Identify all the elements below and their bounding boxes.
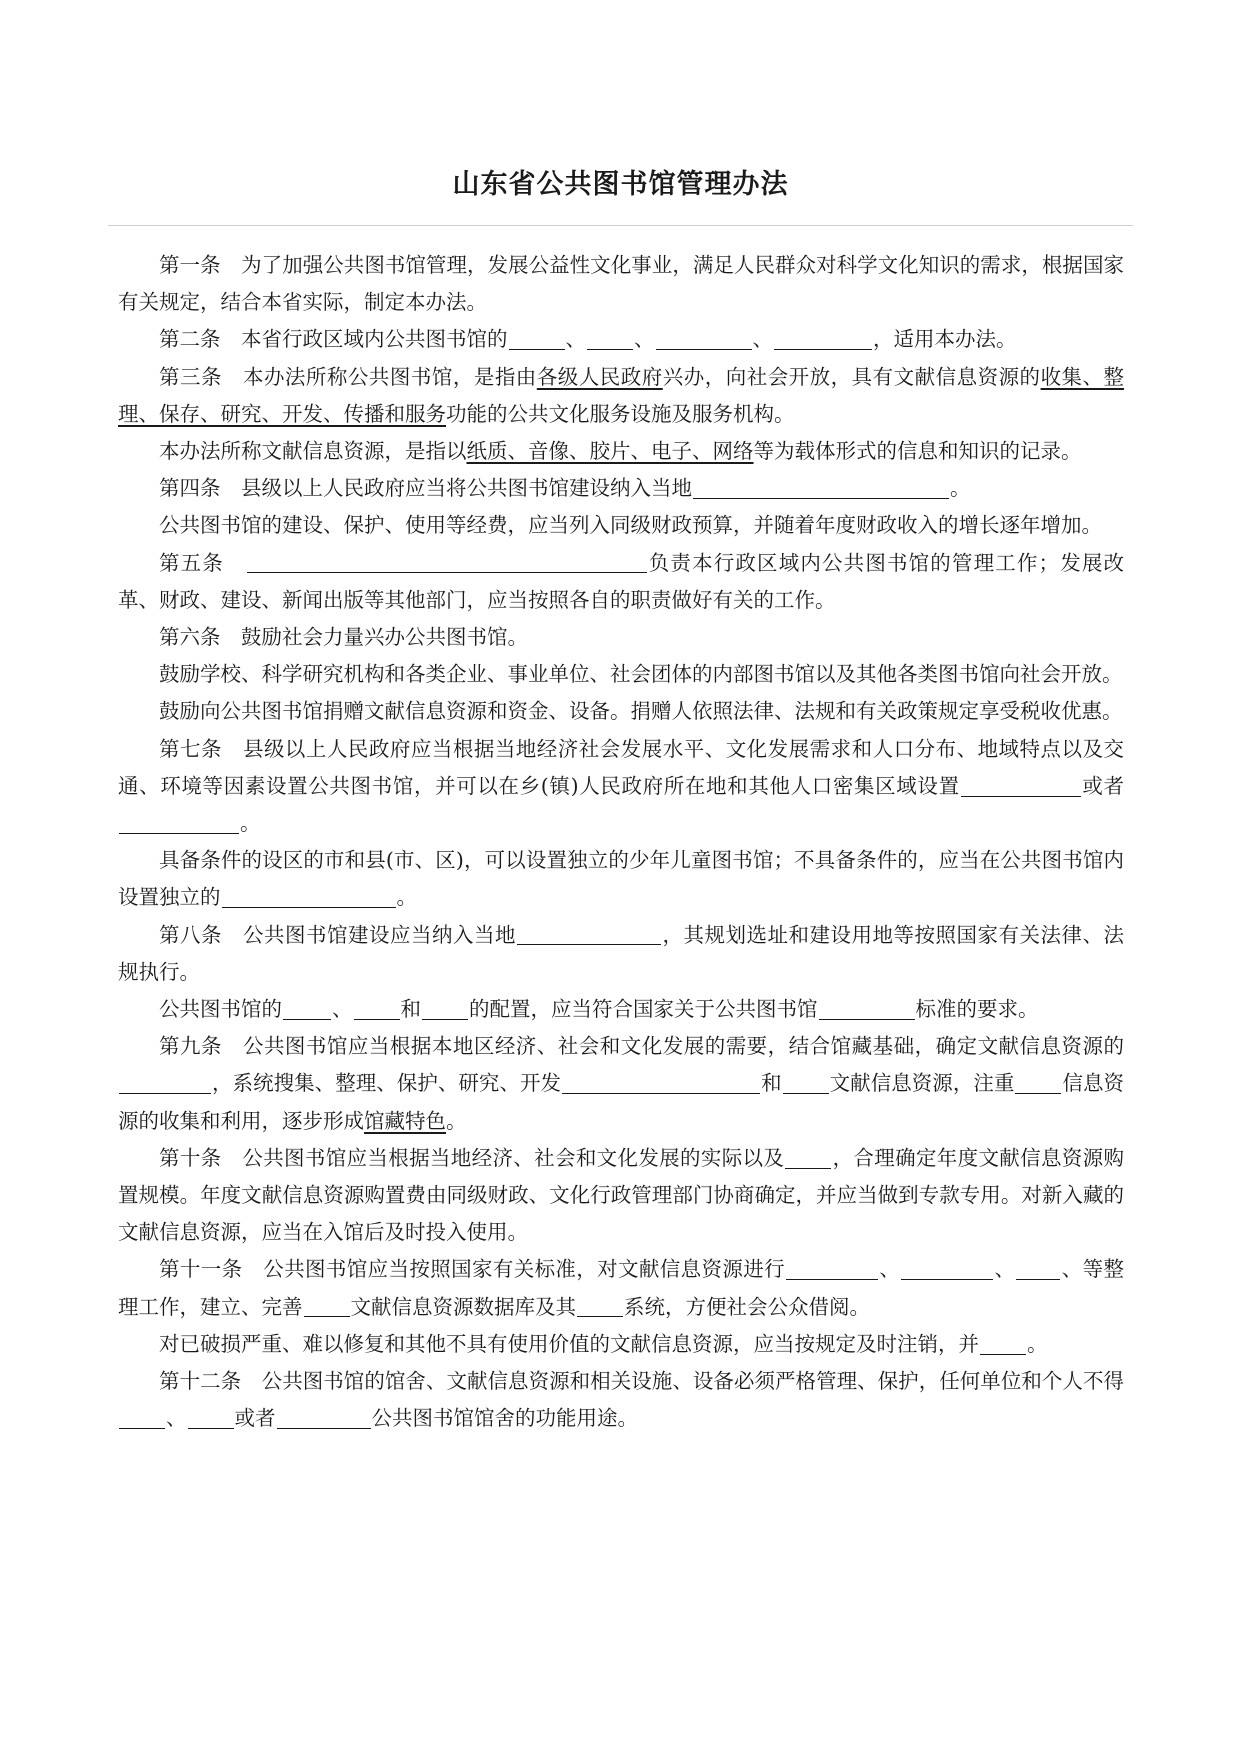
paragraph-article-3-2: 本办法所称文献信息资源，是指以纸质、音像、胶片、电子、网络等为载体形式的信息和知识的记录。 [159, 439, 1082, 464]
paragraph-article-2: 第二条 本省行政区域内公共图书馆的 、 、 、 ，适用本办法。 [159, 327, 1017, 352]
fill-blank[interactable] [901, 1258, 993, 1281]
paragraph-article-5: 第五条 负责本行政区域内公共图书馆的管理工作；发展改革、财政、建设、新闻出版等其他部门，应当按照各自的职责做好有关的工作。 [118, 550, 1125, 612]
fill-blank[interactable] [119, 811, 239, 834]
fill-blank[interactable] [304, 1295, 350, 1318]
paragraph-article-4: 第四条 县级以上人民政府应当将公共图书馆建设纳入当地 。 [159, 476, 971, 501]
fill-blank[interactable] [587, 328, 633, 351]
fill-blank[interactable] [1015, 1072, 1061, 1095]
paragraph-article-11-2: 对已破损严重、难以修复和其他不具有使用价值的文献信息资源，应当按规定及时注销，并 。 [159, 1331, 1048, 1356]
paragraph-article-7: 第七条 县级以上人民政府应当根据当地经济社会发展水平、文化发展需求和人口分布、地域特点以及交通、环境等因素设置公共图书馆，并可以在乡(镇)人民政府所在地和其他人口密集区域设置 或者。 [118, 736, 1124, 836]
document-title: 山东省公共图书馆管理办法 [452, 169, 789, 200]
paragraph-article-10: 第十条 公共图书馆应当根据当地经济、社会和文化发展的实际以及 ，合理确定年度文献信息资源购置规模。年度文献信息资源购置费由同级财政、文化行政管理部门协商确定，并应当做到专款专用。对新入藏的文献信息资源，应当在入馆后及时投入使用。 [118, 1145, 1125, 1245]
paragraph-article-7-2: 具备条件的设区的市和县(市、区)，可以设置独立的少年儿童图书馆；不具备条件的，应当在公共图书馆内设置独立的 。 [118, 848, 1124, 910]
fill-blank[interactable] [354, 997, 400, 1020]
fill-blank[interactable] [785, 1146, 831, 1169]
underlined-term: 馆藏特色 [364, 1108, 446, 1133]
underlined-term: 收集、整理、保存、研究、开发、传播和服务 [118, 364, 1125, 426]
underlined-term: 各级人民政府 [536, 364, 663, 389]
fill-blank[interactable] [517, 923, 661, 946]
paragraph-article-6-2: 鼓励学校、科学研究机构和各类企业、事业单位、社会团体的内部图书馆以及其他各类图书馆向社会开放。 [159, 662, 1123, 687]
fill-blank[interactable] [119, 1406, 165, 1429]
fill-blank[interactable] [577, 1295, 623, 1318]
fill-blank[interactable] [1016, 1258, 1060, 1281]
fill-blank[interactable] [283, 997, 331, 1020]
fill-blank[interactable] [119, 1072, 211, 1095]
fill-blank[interactable] [693, 476, 949, 499]
fill-blank[interactable] [188, 1406, 234, 1429]
title-divider [108, 225, 1133, 226]
fill-blank[interactable] [819, 997, 915, 1020]
fill-blank[interactable] [222, 886, 396, 909]
fill-blank[interactable] [783, 1072, 829, 1095]
fill-blank[interactable] [422, 997, 468, 1020]
underlined-term: 纸质、音像、胶片、电子、网络 [466, 439, 754, 464]
paragraph-article-6: 第六条 鼓励社会力量兴办公共图书馆。 [159, 625, 528, 650]
paragraph-article-8: 第八条 公共图书馆建设应当纳入当地 ，其规划选址和建设用地等按照国家有关法律、法规执行。 [118, 922, 1124, 984]
fill-blank[interactable] [509, 328, 565, 351]
paragraph-article-4-2: 公共图书馆的建设、保护、使用等经费，应当列入同级财政预算，并随着年度财政收入的增长逐年增加。 [159, 513, 1102, 538]
fill-blank[interactable] [980, 1332, 1026, 1355]
paragraph-article-9: 第九条 公共图书馆应当根据本地区经济、社会和文化发展的需要，结合馆藏基础，确定文献信息资源的，系统搜集、整理、保护、研究、开发 和 文献信息资源，注重 信息资源的收集和利用，逐步形成馆藏特色。 [118, 1034, 1125, 1133]
paragraph-article-8-2: 公共图书馆的 、 和 的配置，应当符合国家关于公共图书馆 标准的要求。 [159, 997, 1039, 1022]
paragraph-article-11: 第十一条 公共图书馆应当按照国家有关标准，对文献信息资源进行 、 、 、等整理工作，建立、完善 文献信息资源数据库及其 系统，方便社会公众借阅。 [118, 1257, 1125, 1319]
fill-blank[interactable] [277, 1406, 371, 1429]
paragraph-article-6-3: 鼓励向公共图书馆捐赠文献信息资源和资金、设备。捐赠人依照法律、法规和有关政策规定享受税收优惠。 [159, 699, 1123, 724]
fill-blank[interactable] [562, 1072, 760, 1095]
fill-blank[interactable] [961, 774, 1081, 797]
fill-blank[interactable] [774, 328, 872, 351]
paragraph-article-1: 第一条 为了加强公共图书馆管理，发展公益性文化事业，满足人民群众对科学文化知识的需求，根据国家有关规定，结合本省实际，制定本办法。 [118, 253, 1124, 315]
fill-blank[interactable] [247, 551, 647, 574]
paragraph-article-12: 第十二条 公共图书馆的馆舍、文献信息资源和相关设施、设备必须严格管理、保护，任何单位和个人不得、 或者 公共图书馆馆舍的功能用途。 [118, 1363, 1124, 1437]
fill-blank[interactable] [656, 328, 752, 351]
document-body [118, 247, 1124, 1438]
fill-blank[interactable] [786, 1258, 878, 1281]
paragraph-article-3: 第三条 本办法所称公共图书馆，是指由各级人民政府兴办，向社会开放，具有文献信息资源的收集、整理、保存、研究、开发、传播和服务功能的公共文化服务设施及服务机构。 [118, 364, 1125, 426]
